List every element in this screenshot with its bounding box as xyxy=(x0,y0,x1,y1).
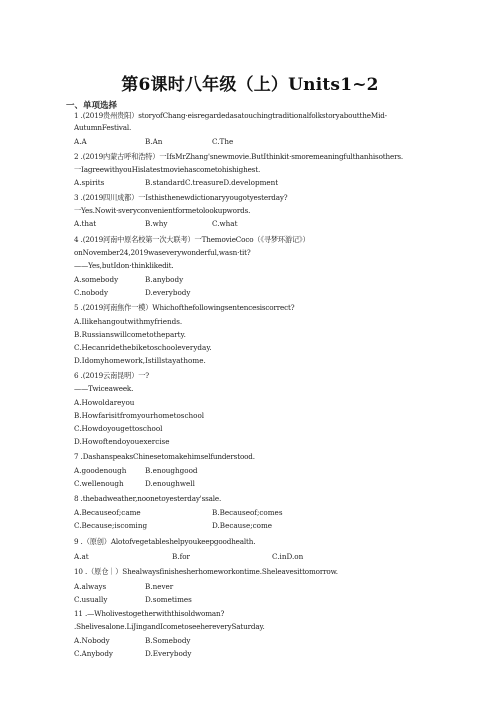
question-11-option-d: D.Everybody xyxy=(145,649,192,658)
question-8-option-b: B.Becauseof;comes xyxy=(212,508,283,517)
question-5-option-a: A.Ilikehangoutwithmyfriends. xyxy=(74,317,183,326)
question-3-line-2: 一Yes.Nowit·sveryconvenientformetolookupwords. xyxy=(74,206,251,215)
question-8-option-d: D.Because;come xyxy=(212,521,273,530)
question-5-option-b: B.Russianswillcometotheparty. xyxy=(74,330,186,339)
question-6-option-d: D.Howoftendoyouexercise xyxy=(74,437,170,446)
question-3-option-b: B.why xyxy=(145,219,168,228)
question-5-option-c: C.Hecanridethebiketoschooleveryday. xyxy=(74,343,212,352)
question-5-option-d: D.Idomyhomework,Istillstayathome. xyxy=(74,356,206,365)
question-4-option-d: D.everybody xyxy=(145,288,191,297)
question-7-option-c: C.wellenough xyxy=(74,479,124,488)
question-6-option-a: A.Howoldareyou xyxy=(74,398,135,407)
question-6-line-2: ——Twiceaweek. xyxy=(74,384,134,393)
question-2-line-1: 2 .(2019内蒙古呼和浩特）一IfsMrZhang'snewmovie.ButIthinkit·smoremeaningfulthanhisothers. xyxy=(74,152,404,161)
question-7-line-1: 7 .DashanspeaksChinesetomakehimselfunderstood. xyxy=(74,452,255,461)
question-1-option-b: B.An xyxy=(145,137,163,146)
question-10-option-a: A.always xyxy=(74,582,107,591)
section-heading: 一、单项选择 xyxy=(66,101,118,111)
question-9-option-c: C.inD.on xyxy=(272,552,304,561)
question-7-option-b: B.enoughgood xyxy=(145,466,198,475)
question-9-option-a: A.at xyxy=(74,552,89,561)
question-1-option-a: A.A xyxy=(74,137,87,146)
question-8-option-c: C.Because;iscoming xyxy=(74,521,148,530)
question-2-option-a: A.spirits xyxy=(74,178,105,187)
question-9-line-1: 9 .（原创）Alotofvegetableshelpyoukeepgoodhealth. xyxy=(74,537,256,546)
question-6-line-1: 6 .(2019云南昆明）一? xyxy=(74,371,149,380)
question-9-option-b: B.for xyxy=(172,552,190,561)
question-11-line-1: 11 .—Wholivestogetherwiththisoldwoman? xyxy=(74,609,225,618)
page-title: 第6课时八年级（上）Units1~2 xyxy=(121,75,379,95)
question-2-line-2: 一IagreewithyouHislatestmoviehascometohishighest. xyxy=(74,165,261,174)
question-10-option-b: B.never xyxy=(145,582,174,591)
question-5-line-1: 5 .(2019河南焦作一模）Whichofthefollowingsentencesiscorrect? xyxy=(74,303,295,312)
question-11-option-a: A.Nobody xyxy=(74,636,110,645)
question-4-option-c: C.nobody xyxy=(74,288,109,297)
question-1-option-c: C.The xyxy=(212,137,234,146)
question-3-option-a: A.that xyxy=(74,219,97,228)
question-4-line-1: 4 .(2019河南中原名校第一次大联考）一ThemovieCoco（《寻梦环游记》） xyxy=(74,235,310,244)
question-4-option-b: B.anybody xyxy=(145,275,184,284)
question-11-option-c: C.Anybody xyxy=(74,649,113,658)
question-2-option-b: B.standardC.treasureD.development xyxy=(145,178,279,187)
question-6-option-b: B.Howfarisitfromyourhometoschool xyxy=(74,411,205,420)
question-11-line-2: .Shelivesalone.LiJingandIcometoseehereverySaturday. xyxy=(74,622,265,631)
question-3-option-c: C.what xyxy=(212,219,238,228)
question-10-option-c: C.usually xyxy=(74,595,108,604)
question-8-line-1: 8 .thebadweather,noonetoyesterday'ssale. xyxy=(74,494,222,503)
question-11-option-b: B.Somebody xyxy=(145,636,191,645)
question-1-line-1: 1 .(2019贵州贵阳）storyofChang·eisregardedasatouchingtraditionalfolkstoryabouttheMid- xyxy=(74,111,387,120)
question-3-line-1: 3 .(2019四川成都）一Isthisthenewdictionaryyougotyesterday? xyxy=(74,193,288,202)
question-4-option-a: A.somebody xyxy=(74,275,119,284)
question-1-line-2: AutumnFestival. xyxy=(74,123,132,132)
question-10-line-1: 10 .（原仓｜）Shealwaysfinishesherhomeworkontime.Sheleavesittomorrow. xyxy=(74,567,338,576)
question-4-line-3: ——Yes,butIdon·thinklikedit. xyxy=(74,261,174,270)
question-10-option-d: D.sometimes xyxy=(145,595,192,604)
question-8-option-a: A.Becauseof;came xyxy=(74,508,141,517)
question-7-option-a: A.goodenough xyxy=(74,466,127,475)
question-6-option-c: C.Howdoyougettoschool xyxy=(74,424,163,433)
question-7-option-d: D.enoughwell xyxy=(145,479,195,488)
question-4-line-2: onNovember24,2019waseverywonderful,wasn·tit? xyxy=(74,248,251,257)
